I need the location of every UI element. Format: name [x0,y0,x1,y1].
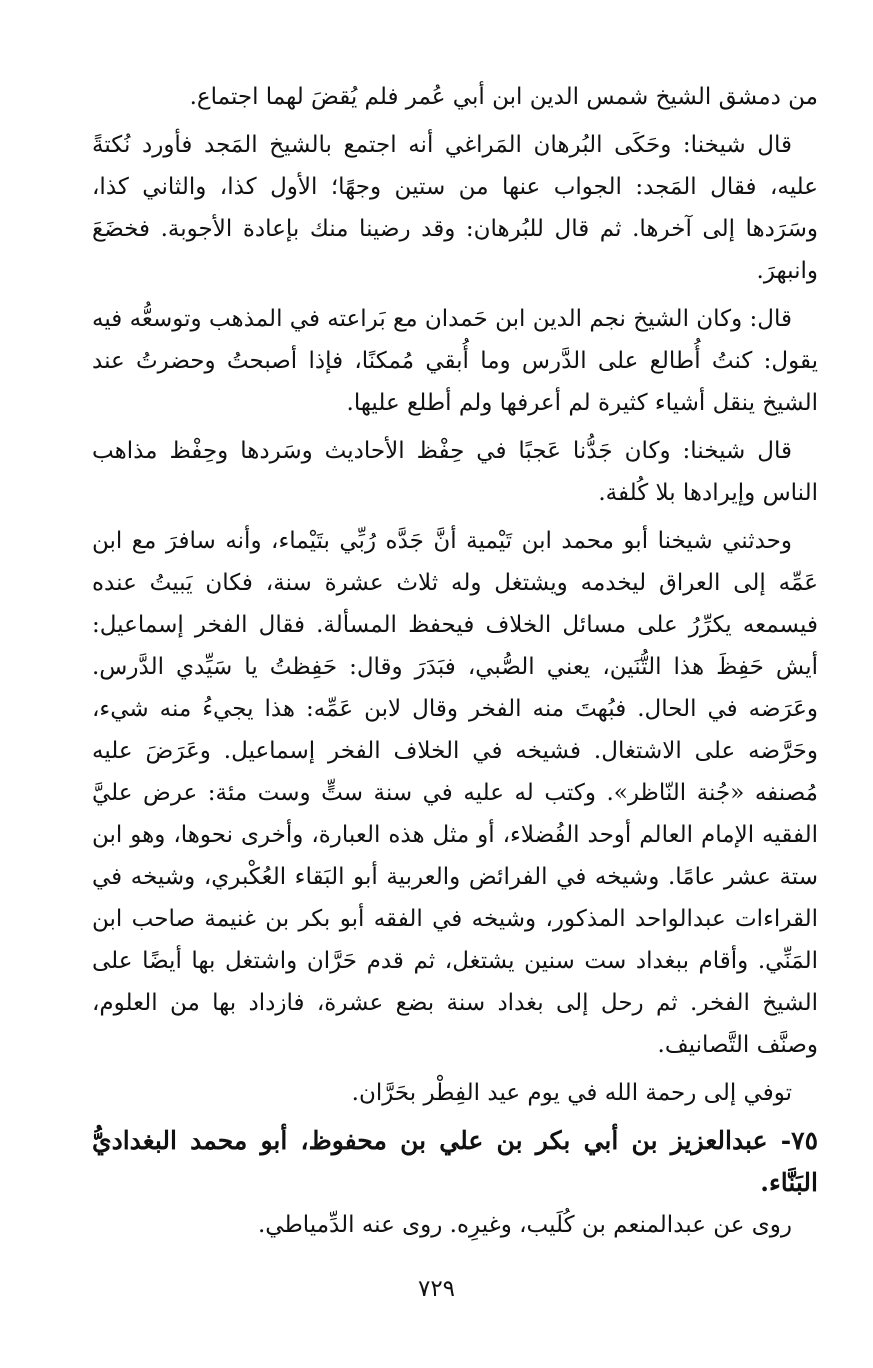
paragraph-death: توفي إلى رحمة الله في يوم عيد الفِطْر بحَرَّان. [351,1080,792,1106]
page-number: ٧٢٩ [417,1276,456,1302]
paragraph-burhan-story: قال شيخنا: وحَكَى البُرهان المَراغي أنه اجتمع بالشيخ المَجد فأورد نُكتةً عليه، فقال المَجد: الجواب عنها من ستين وجهًا؛ الأول كذا، والثاني كذا، وسَرَدها إلى آخرها. ثم قال للبُرهان: وقد رضينا منك بإعادة الأجوبة. فخضَعَ وانبهرَ. [92,132,818,284]
page-body [92,76,818,1252]
paragraph-biography: وحدثني شيخنا أبو محمد ابن تَيْمية أنَّ جَدَّه رُبِّي بتَيْماء، وأنه سافرَ مع ابن عَمِّه إلى العراق ليخدمه ويشتغل وله ثلاث عشرة سنة، فكان يَبيتُ عنده فيسمعه يكرِّرُ على مسائل الخلاف فيحفظ المسألة. فقال الفخر إسماعيل: أيش حَفِظَ هذا التُّنَين، يعني الصُّبي، فبَدَرَ وقال: حَفِظتُ يا سَيِّدي الدَّرس. وعَرَضه في الحال. فبُهتَ منه الفخر وقال لابن عَمِّه: هذا يجيءُ منه شيء، وحَرَّضه على الاشتغال. فشيخه في الخلاف الفخر إسماعيل. وعَرَضَ عليه مُصنفه «جُنة النّاظر». وكتب له عليه في سنة ستٍّ وست مئة: عرض عليَّ الفقيه الإمام العالم أوحد الفُضلاء، أو مثل هذه العبارة، وأخرى نحوها، وهو ابن ستة عشر عامًا. وشيخه في الفرائض والعربية أبو البَقاء العُكْبري، وشيخه في القراءات عبدالواحد المذكور، وشيخه في الفقه أبو بكر بن غنيمة صاحب ابن المَنِّي. وأقام ببغداد ست سنين يشتغل، ثم قدم حَرَّان واشتغل بها أيضًا على الشيخ الفخر. ثم رحل إلى بغداد سنة بضع عشرة، فازداد بها من العلوم، وصنَّف التَّصانيف. [92,528,818,1058]
paragraph-continuation: من دمشق الشيخ شمس الدين ابن أبي عُمر فلم يُقضَ لهما اجتماع. [189,84,818,110]
entry-heading: ٧٥- عبدالعزيز بن أبي بكر بن علي بن محفوظ، أبو محمد البغداديُّ البَنَّاء. [92,1126,818,1197]
paragraph-memory: قال شيخنا: وكان جَدُّنا عَجبًا في حِفْظ الأحاديث وسَردها وحِفْظ مذاهب الناس وإيرادها بلا كُلفة. [92,438,818,506]
paragraph-najm-hamdan: قال: وكان الشيخ نجم الدين ابن حَمدان مع بَراعته في المذهب وتوسعُّه فيه يقول: كنتُ أُطالع على الدَّرس وما أُبقي مُمكنًا، فإذا أصبحتُ وحضرتُ عند الشيخ ينقل أشياء كثيرة لم أعرفها ولم أطلع عليها. [92,306,818,416]
entry-text: روى عن عبدالمنعم بن كُلَيب، وغيرِه. روى عنه الدِّمياطي. [258,1212,792,1238]
